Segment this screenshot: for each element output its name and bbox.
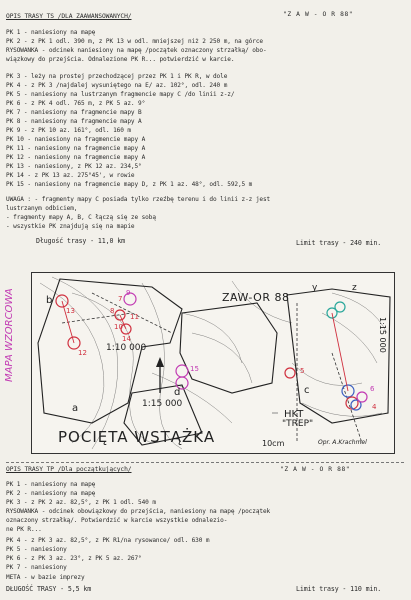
pk-label-12: 12 [78, 349, 87, 357]
bottom-line-7: PK 4 - z PK 3 az. 82,5°, z PK R1/na rysowance/ odl. 630 m [6, 537, 210, 544]
top-header-right: "Z A W - O R 88" [283, 11, 354, 18]
map-letter-y: y [312, 283, 318, 293]
top-line-15: PK 13 - naniesiony, z PK 12 az. 234,5° [6, 163, 142, 170]
top-line-7: PK 5 - naniesiony na lustrzanym fragmencie mapy C /do linii z-z/ [6, 91, 235, 98]
bottom-line-9: PK 6 - z PK 3 az. 23°, z PK 5 az. 267° [6, 555, 142, 562]
pk-label-11: 11 [130, 313, 139, 321]
top-line-9: PK 7 - naniesiony na fragmencie mapy B [6, 109, 142, 116]
pk-label-10: 10 [114, 323, 123, 331]
bottom-line-4: RYSOWANKA - odcinek obowiązkowy do przejścia, naniesiony na mapę /początek [6, 508, 271, 515]
map-scale-b: 1:15 000 [142, 399, 183, 409]
map-graphics [32, 273, 394, 453]
top-note-3: - fragmenty mapy A, B, C łączą się ze sobą [6, 214, 156, 221]
top-header-left: OPIS TRASY TS /DLA ZAAWANSOWANYCH/ [6, 13, 132, 20]
pk-label-8: 8 [110, 307, 115, 315]
map-title: ZAW-OR 88 [222, 291, 290, 304]
top-line-3: RYSOWANKA - odcinek naniesiony na mapę /początek oznaczony strzałką/ obo- [6, 47, 267, 54]
top-line-2: PK 2 - z PK 1 odl. 390 m, z PK 13 w odl. mniejszej niż 2 250 m, na górce [6, 38, 263, 45]
bottom-line-2: PK 2 - naniesiony na mapę [6, 490, 96, 497]
control-point-circles [56, 293, 367, 410]
top-line-12: PK 10 - naniesiony na fragmencie mapy A [6, 136, 146, 143]
map-letter-z: z [352, 283, 357, 293]
bottom-line-1: PK 1 - naniesiony na mapę [6, 481, 96, 488]
pk-label-4: 4 [372, 403, 377, 411]
top-route-limit: Limit trasy - 240 min. [296, 239, 382, 247]
bottom-header-left: OPIS TRASY TP /Dla początkujących/ [6, 466, 132, 473]
map-piece-outlines [38, 279, 390, 445]
top-line-8: PK 6 - z PK 4 odl. 765 m, z PK 5 az. 9° [6, 100, 146, 107]
top-line-10: PK 8 - naniesiony na fragmencie mapy A [6, 118, 142, 125]
top-line-11: PK 9 - z PK 10 az. 161°, odl. 160 m [6, 127, 131, 134]
map-letter-a: a [72, 403, 79, 414]
bottom-line-10: PK 7 - naniesiony [6, 564, 67, 571]
top-note-2: lustrzanym odbiciem, [6, 205, 78, 212]
pk-label-6: 6 [370, 385, 375, 393]
top-line-5: PK 3 - leży na prostej przechodzącej przez PK 1 i PK R, w dole [6, 73, 228, 80]
pk-label-15: 15 [190, 365, 199, 373]
map-side-label: MAPA WZORCOWA [4, 288, 15, 382]
pk-label-5: 5 [300, 367, 305, 375]
top-line-14: PK 12 - naniesiony na fragmencie mapy A [6, 154, 146, 161]
pk-label-7: 7 [118, 295, 123, 303]
pk-label-13: 13 [66, 307, 75, 315]
top-line-16: PK 14 - z PK 13 az. 275°45', w rowie [6, 172, 135, 179]
top-route-length: Długość trasy - 11,0 km [36, 237, 126, 245]
bottom-route-length: DŁUGOŚĆ TRASY - 5,5 km [6, 585, 92, 593]
map-ten-cm-label: 10cm [262, 439, 285, 448]
top-line-6: PK 4 - z PK 3 /najdalej wysuniętego na E/ az. 102°, odl. 240 m [6, 82, 228, 89]
top-line-13: PK 11 - naniesiony na fragmencie mapy A [6, 145, 146, 152]
bottom-route-limit: Limit trasy - 110 min. [296, 585, 382, 593]
section-divider [6, 462, 404, 463]
map-hkt-label: HKT [284, 409, 304, 420]
top-note-4: - wszystkie PK znajdują się na mapie [6, 223, 135, 230]
top-line-4: wiązkowy do przejścia. Odnalezione PK R... potwierdzić w karcie. [6, 56, 235, 63]
map-trep-label: "TREP" [282, 419, 314, 429]
bottom-line-11: META - w bazie imprezy [6, 574, 85, 581]
map-banner-title: POCIĘTA WSTĄŻKA [58, 428, 216, 446]
map-scale-c: 1:15 000 [378, 317, 387, 353]
pk-label-9: 9 [126, 289, 131, 297]
bottom-line-6: ne PK R... [6, 526, 42, 533]
map-letter-b: b [46, 295, 53, 306]
map-author: Opr. A.Krachmel [318, 439, 367, 446]
bottom-line-3: PK 3 - z PK 2 az. 82,5°, z PK 1 odl. 540 m [6, 499, 156, 506]
pk-label-14: 14 [122, 335, 131, 343]
bottom-line-8: PK 5 - naniesiony [6, 546, 67, 553]
route-lines [62, 301, 348, 391]
top-note-1: UWAGA : - fragmenty mapy C posiada tylko rzeźbę terenu i do linii z-z jest [6, 196, 271, 203]
bottom-header-right: "Z A W - O R 88" [280, 466, 351, 473]
orienteering-map [31, 272, 395, 454]
top-line-17: PK 15 - naniesiony na fragmencie mapy D, z PK 1 az. 48°, odl. 592,5 m [6, 181, 253, 188]
top-line-1: PK 1 - naniesiony na mapę [6, 29, 96, 36]
map-letter-c: c [304, 385, 310, 396]
map-letter-d: d [174, 387, 181, 398]
bottom-line-5: oznaczony strzałką/. Potwierdzić w karcie wszystkie odnalezio- [6, 517, 228, 524]
map-scale-a: 1:10 000 [106, 343, 147, 353]
